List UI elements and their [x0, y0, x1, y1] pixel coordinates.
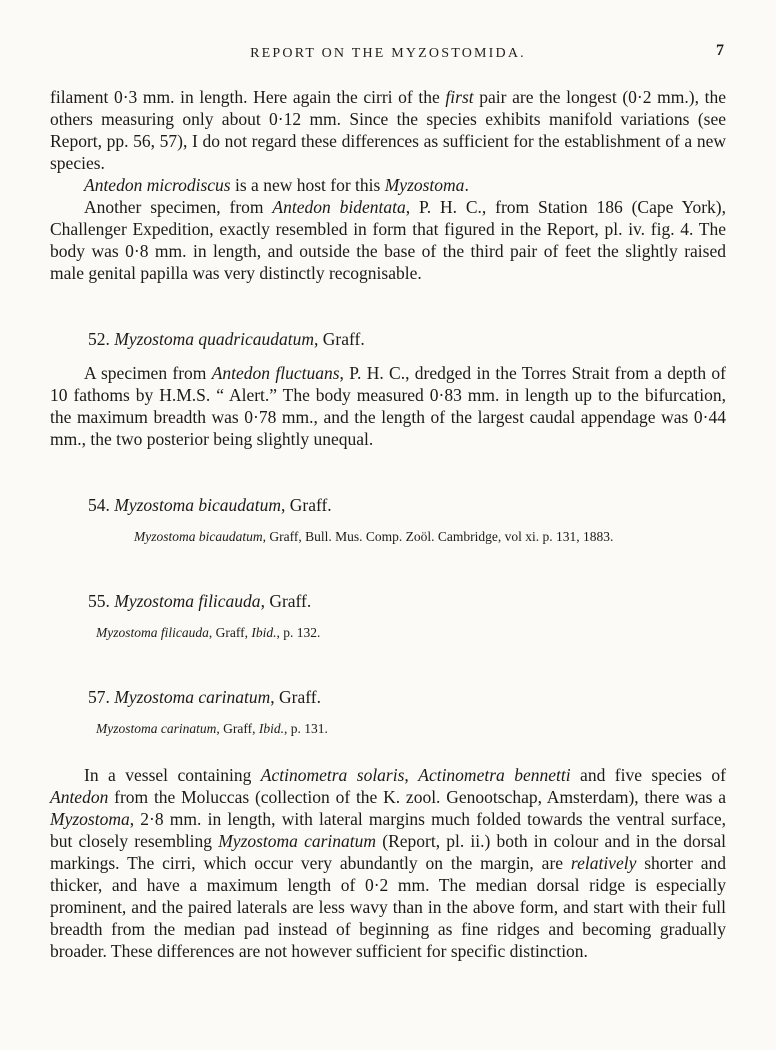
section-heading-52: 52. Myzostoma quadricaudatum, Graff.: [88, 329, 365, 349]
paragraph: Another specimen, from Antedon bidentata, P. H. C., from Station 186 (Cape York), Challenger Expedition, exactly resembled in form that figured in the Report, pl. iv. fig. 4. The body was 0·8 mm. in length, and outside the base of the third pair of feet the slightly raised male genital papilla was very distinctly recognisable.: [50, 197, 726, 283]
paragraph: filament 0·3 mm. in length. Here again the cirri of the first pair are the longest (0·2 mm.), the others measuring only about 0·12 mm. Since the species exhibits manifold variations (see Report, pp. 56, 57), I do not regard these differences as sufficient for the establishment of a new species.: [50, 87, 726, 173]
section-heading-54: 54. Myzostoma bicaudatum, Graff.: [88, 495, 332, 515]
section-heading-55: 55. Myzostoma filicauda, Graff.: [88, 591, 312, 611]
page-number: 7: [716, 42, 724, 59]
paragraph: A specimen from Antedon fluctuans, P. H. C., dredged in the Torres Strait from a depth of 10 fathoms by H.M.S. “ Alert.” The body measured 0·83 mm. in length up to the bifurcation, the maximum breadth was 0·78 mm., and the length of the largest caudal appendage was 0·44 mm., the two posterior being slightly unequal.: [50, 363, 727, 449]
paragraph: In a vessel containing Actinometra solaris, Actinometra bennetti and five species of Antedon from the Moluccas (collection of the K. zool. Genootschap, Amsterdam), there was a Myzostoma, 2·8 mm. in length, with lateral margins much folded towards the ventral surface, but closely resembling Myzostoma carinatum (Report, pl. ii.) both in colour and in the dorsal markings. The cirri, which occur very abundantly on the margin, are relatively shorter and thicker, and have a maximum length of 0·2 mm. The median dorsal ridge is especially prominent, and the paired laterals are less wavy than in the above form, and start with their full breadth from the median pad instead of beginning as fine ridges and becoming gradually broader. These differences are not however sufficient for specific distinction.: [50, 765, 727, 961]
page-content: [0, 86, 776, 962]
section-heading-57: 57. Myzostoma carinatum, Graff.: [88, 687, 321, 707]
running-title: REPORT ON THE MYZOSTOMIDA.: [250, 46, 526, 61]
citation: Myzostoma carinatum, Graff, Ibid., p. 131.: [96, 721, 328, 736]
paragraph: Antedon microdiscus is a new host for this Myzostoma.: [84, 175, 469, 195]
page-header: [0, 0, 776, 62]
citation: Myzostoma filicauda, Graff, Ibid., p. 132.: [96, 625, 321, 640]
citation: Myzostoma bicaudatum, Graff, Bull. Mus. Comp. Zoöl. Cambridge, vol xi. p. 131, 1883.: [134, 529, 614, 544]
